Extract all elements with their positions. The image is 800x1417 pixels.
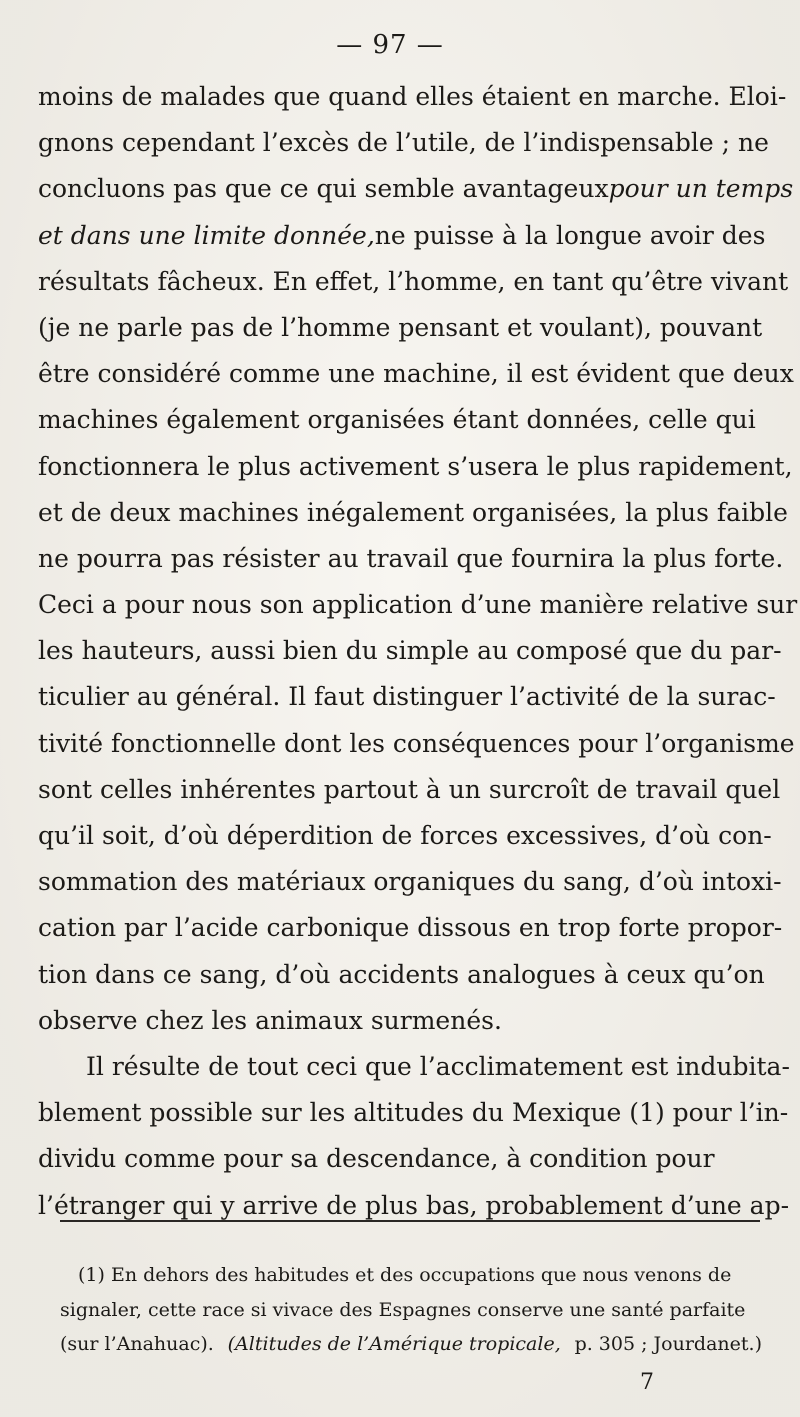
text-line: sont celles inhérentes partout à un surcroît de travail quel [38,774,781,804]
text-line: Ceci a pour nous son application d’une manière relative sur [38,590,798,620]
footnote-line: signaler, cette race si vivace des Espagnes conserve une santé parfaite [60,1298,746,1321]
text-line: et de deux machines inégalement organisées, la plus faible [38,497,788,527]
footnote-line: (1) En dehors des habitudes et des occupations que nous venons de [78,1264,732,1286]
text-line: sommation des matériaux organiques du sang, d’où intoxi- [38,867,782,897]
text-line: tivité fonctionnelle dont les conséquences pour l’organisme [38,728,795,758]
emphasis-text: et dans une limite donnée, [38,220,375,250]
footnote [60,1258,762,1362]
text-line: qu’il soit, d’où déperdition de forces excessives, d’où con- [38,821,772,850]
text-line: être considéré comme une machine, il est évident que deux [38,359,794,389]
text-line: moins de malades que quand elles étaient en marche. Eloi- [38,82,787,111]
text-line: les hauteurs, aussi bien du simple au composé que du par- [38,636,782,666]
text-line: ticulier au général. Il faut distinguer l’activité de la surac- [38,682,776,712]
text-line: gnons cependant l’excès de l’utile, de l’indispensable ; ne [38,128,769,158]
text-line: machines également organisées étant données, celle qui [38,405,756,435]
text-line: (je ne parle pas de l’homme pensant et voulant), pouvant [38,312,763,342]
text-line: tion dans ce sang, d’où accidents analogues à ceux qu’on [38,959,765,989]
signature-mark: 7 [640,1370,654,1395]
text-line: blement possible sur les altitudes du Mexique (1) pour l’in- [38,1098,789,1128]
body-text [38,74,798,1229]
text-line: concluons pas que ce qui semble avantageux pour un temps [38,166,762,212]
footnote-citation: (Altitudes de l’Amérique tropicale, [227,1333,561,1355]
text-line: ne pourra pas résister au travail que fournira la plus forte. [38,543,784,573]
text-line: cation par l’acide carbonique dissous en trop forte propor- [38,913,783,943]
text-line: observe chez les animaux surmenés. [38,1005,502,1035]
text-line: fonctionnera le plus activement s’usera le plus rapidement, [38,451,793,481]
text-line: dividu comme pour sa descendance, à condition pour [38,1144,715,1174]
page-number: — 97 — [336,30,444,60]
emphasis-text: pour un temps [608,174,794,204]
text-line: résultats fâcheux. En effet, l’homme, en tant qu’être vivant [38,266,789,296]
footnote-divider [60,1220,760,1222]
text-line: l’étranger qui y arrive de plus bas, probablement d’une ap- [38,1190,790,1220]
footnote-line: (sur l’Anahuac). (Altitudes de l’Amérique tropicale, p. 305 ; Jourdanet.) [60,1327,762,1362]
text-line: Il résulte de tout ceci que l’acclimatement est indubita- [86,1051,790,1081]
text-line: et dans une limite donnée, ne puisse à la longue avoir des [38,213,762,259]
